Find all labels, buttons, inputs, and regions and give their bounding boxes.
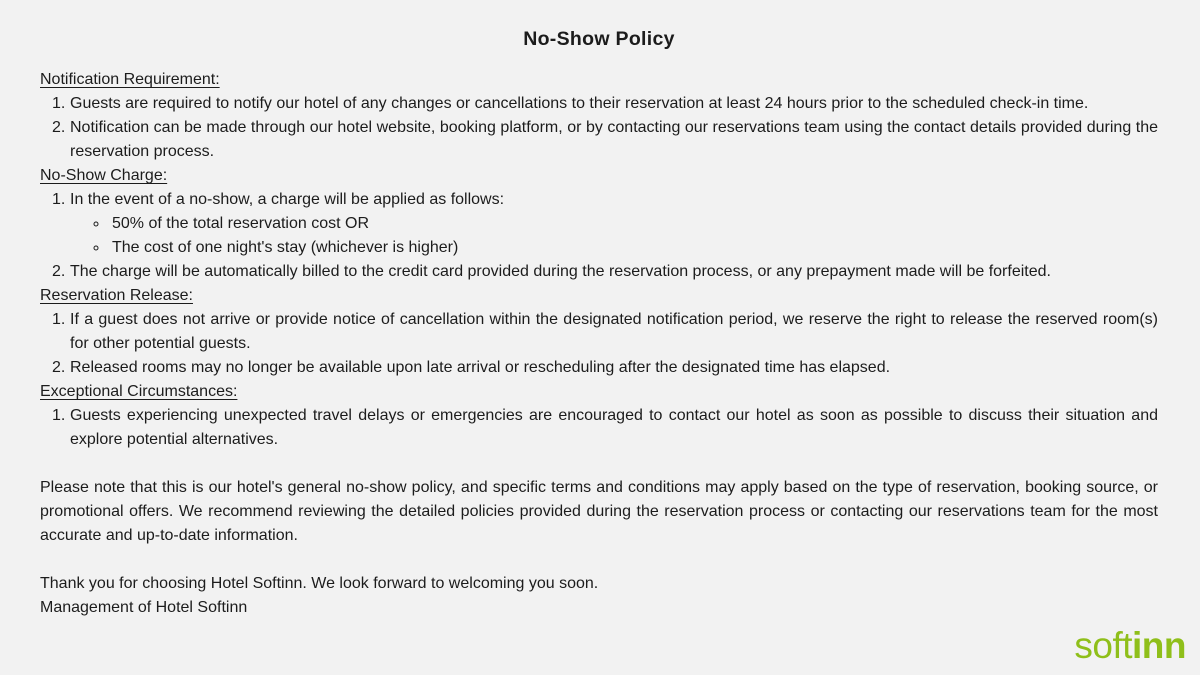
section-reservation-release bbox=[40, 284, 1158, 380]
sub-list-item: ◦ The cost of one night's stay (whichever is higher) bbox=[109, 236, 1158, 260]
numbered-list bbox=[40, 404, 1158, 452]
softinn-logo-inn: inn bbox=[1132, 625, 1186, 666]
list-item: If a guest does not arrive or provide notice of cancellation within the designated notification period, we reserve the right to release the reserved room(s) for other potential guests. bbox=[70, 311, 1158, 352]
section-notification-requirement bbox=[40, 68, 1158, 164]
sub-bullet-list bbox=[70, 212, 1158, 260]
section-no-show-charge bbox=[40, 164, 1158, 284]
list-item-text: In the event of a no-show, a charge will be applied as follows: bbox=[70, 191, 505, 208]
page-title: No-Show Policy bbox=[523, 28, 675, 50]
signature-line: Management of Hotel Softinn bbox=[40, 599, 248, 616]
section-heading: Reservation Release: bbox=[40, 287, 193, 304]
section-heading: Exceptional Circumstances: bbox=[40, 383, 238, 400]
closing-note: Please note that this is our hotel's general no-show policy, and specific terms and conditions may apply based on the type of reservation, booking source, or promotional offers. We recommend reviewing the detailed policies provided during the reservation process or contacting our reservations team for the most accurate and up-to-date information. bbox=[40, 479, 1158, 544]
sub-list-item: ◦ 50% of the total reservation cost OR bbox=[109, 212, 1158, 236]
thank-you-line: Thank you for choosing Hotel Softinn. We look forward to welcoming you soon. bbox=[40, 575, 599, 592]
list-item: Guests are required to notify our hotel of any changes or cancellations to their reservation at least 24 hours prior to the scheduled check-in time. bbox=[70, 95, 1089, 112]
list-item: Guests experiencing unexpected travel delays or emergencies are encouraged to contact our hotel as soon as possible to discuss their situation and explore potential alternatives. bbox=[70, 407, 1158, 448]
list-item: Notification can be made through our hotel website, booking platform, or by contacting our reservations team using the contact details provided during the reservation process. bbox=[70, 119, 1158, 160]
section-heading: No-Show Charge: bbox=[40, 167, 168, 184]
list-item: The charge will be automatically billed to the credit card provided during the reservation process, or any prepayment made will be forfeited. bbox=[70, 263, 1051, 280]
softinn-logo-soft: soft bbox=[1074, 625, 1133, 666]
list-item: Released rooms may no longer be available upon late arrival or rescheduling after the designated time has elapsed. bbox=[70, 359, 891, 376]
numbered-list bbox=[40, 92, 1158, 164]
section-heading: Notification Requirement: bbox=[40, 71, 220, 88]
softinn-logo bbox=[1074, 627, 1186, 664]
policy-body bbox=[40, 68, 1158, 620]
list-item bbox=[70, 188, 1158, 260]
numbered-list bbox=[40, 188, 1158, 284]
section-exceptional-circumstances bbox=[40, 380, 1158, 452]
numbered-list bbox=[40, 308, 1158, 380]
